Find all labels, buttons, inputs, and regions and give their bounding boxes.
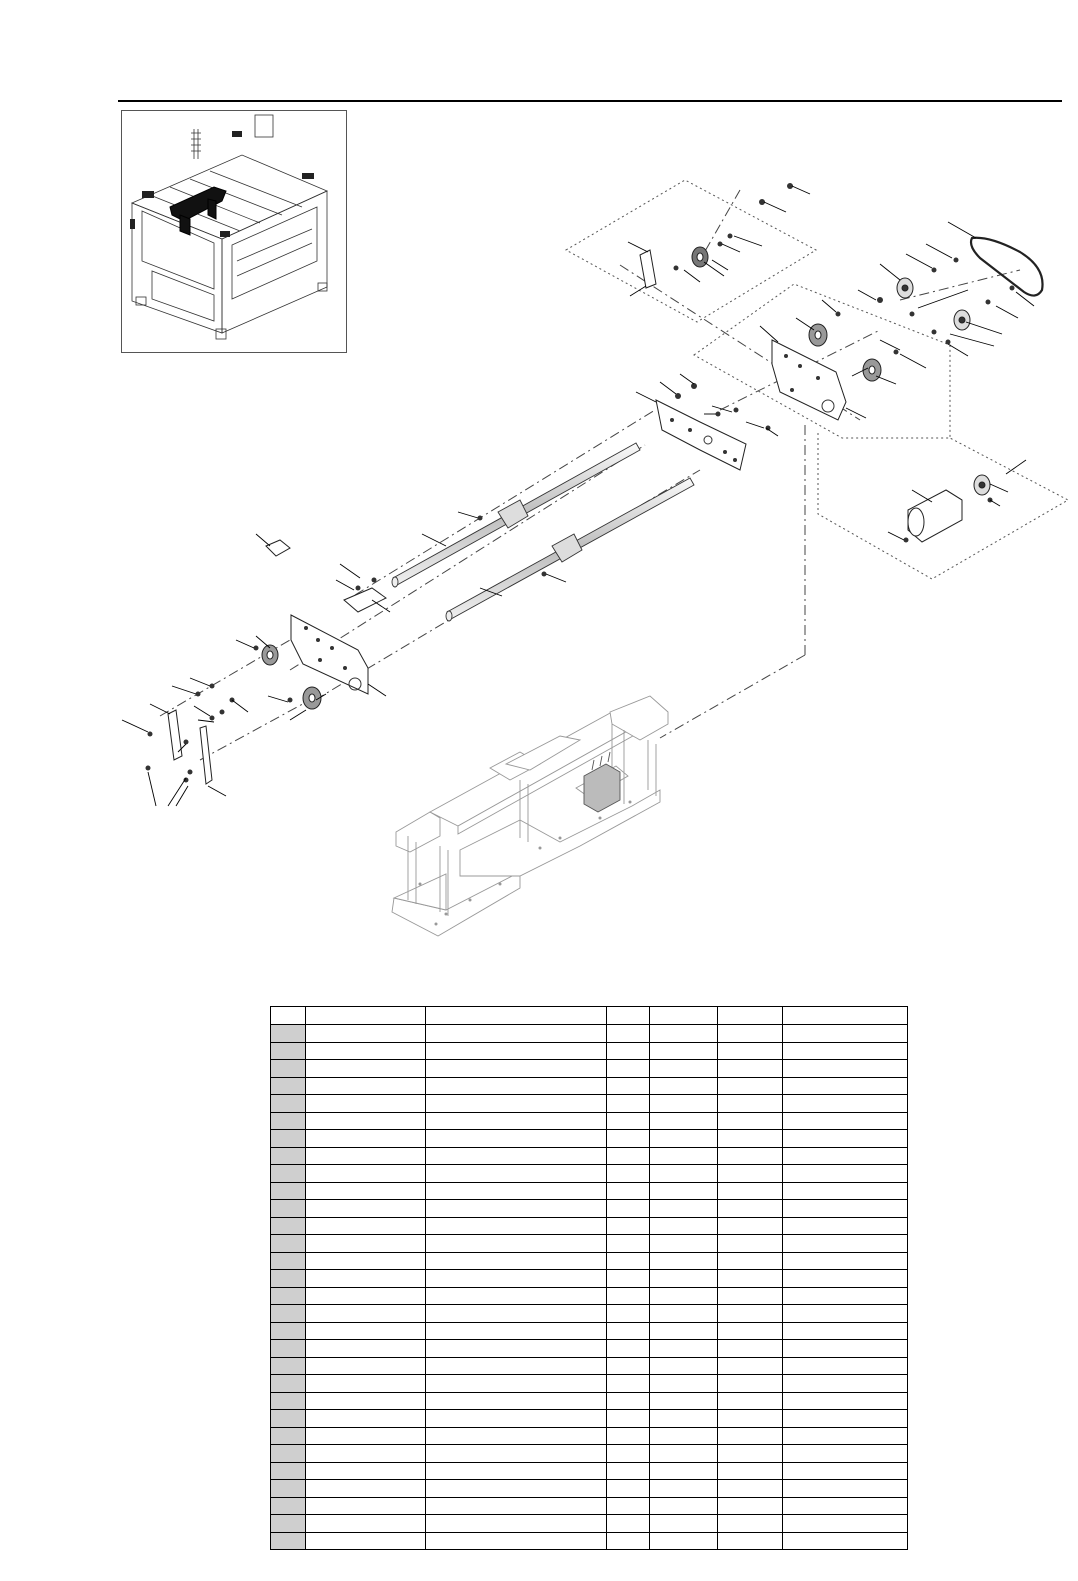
parts-table-cell: [607, 1532, 650, 1550]
parts-table-cell: [306, 1287, 426, 1305]
parts-table-cell: [607, 1322, 650, 1340]
parts-table-cell: [306, 1340, 426, 1358]
parts-table-cell: [306, 1410, 426, 1428]
parts-table-cell: [718, 1270, 783, 1288]
parts-table-cell: [271, 1322, 306, 1340]
parts-table-cell: [718, 1217, 783, 1235]
parts-table-cell: [607, 1270, 650, 1288]
parts-table-cell: [650, 1042, 718, 1060]
parts-table-cell: [271, 1217, 306, 1235]
parts-table-cell: [718, 1235, 783, 1253]
parts-table-cell: [607, 1235, 650, 1253]
parts-table-row: [271, 1042, 908, 1060]
bearings: [262, 247, 990, 709]
gantry-carriage: [584, 752, 620, 812]
parts-table-cell: [650, 1060, 718, 1078]
parts-table-cell: [650, 1200, 718, 1218]
parts-table-cell: [650, 1235, 718, 1253]
parts-table-cell: [650, 1077, 718, 1095]
parts-table-cell: [783, 1252, 908, 1270]
parts-table-cell: [271, 1427, 306, 1445]
parts-table-cell: [783, 1112, 908, 1130]
parts-table-cell: [718, 1200, 783, 1218]
parts-table-cell: [607, 1200, 650, 1218]
parts-table-row: [271, 1217, 908, 1235]
parts-table-cell: [271, 1077, 306, 1095]
parts-table-cell: [650, 1165, 718, 1183]
parts-table-cell: [271, 1340, 306, 1358]
parts-table-cell: [607, 1480, 650, 1498]
parts-table-cell: [783, 1165, 908, 1183]
parts-table-cell: [271, 1182, 306, 1200]
parts-table-cell: [718, 1095, 783, 1113]
parts-table-cell: [718, 1357, 783, 1375]
parts-table-cell: [783, 1287, 908, 1305]
parts-table-row: [271, 1077, 908, 1095]
parts-table-cell: [718, 1077, 783, 1095]
parts-table-cell: [650, 1305, 718, 1323]
parts-table-cell: [650, 1532, 718, 1550]
parts-table-row: [271, 1112, 908, 1130]
parts-list-table: [270, 1006, 908, 1550]
parts-table-row: [271, 1165, 908, 1183]
parts-table-row: [271, 1025, 908, 1043]
parts-table-cell: [783, 1042, 908, 1060]
gantry-base-assembly: [392, 696, 668, 936]
parts-table-cell: [783, 1515, 908, 1533]
parts-table-cell: [306, 1235, 426, 1253]
parts-table-cell: [426, 1165, 607, 1183]
parts-table-cell: [426, 1217, 607, 1235]
parts-table-cell: [783, 1427, 908, 1445]
parts-table-row: [271, 1200, 908, 1218]
parts-table-cell: [306, 1252, 426, 1270]
parts-table-cell: [718, 1112, 783, 1130]
parts-table-cell: [306, 1130, 426, 1148]
parts-table-cell: [607, 1497, 650, 1515]
parts-table-cell: [783, 1392, 908, 1410]
motor: [908, 490, 962, 542]
parts-table-cell: [426, 1077, 607, 1095]
parts-table-cell: [607, 1025, 650, 1043]
parts-table-row: [271, 1182, 908, 1200]
parts-table-cell: [306, 1427, 426, 1445]
parts-table-cell: [718, 1287, 783, 1305]
parts-table-cell: [306, 1480, 426, 1498]
parts-table-cell: [718, 1497, 783, 1515]
parts-table-cell: [783, 1410, 908, 1428]
parts-table-cell: [607, 1287, 650, 1305]
parts-table-cell: [426, 1095, 607, 1113]
parts-table-cell: [271, 1270, 306, 1288]
parts-table-cell: [306, 1357, 426, 1375]
parts-table-cell: [607, 1252, 650, 1270]
parts-table-cell: [783, 1305, 908, 1323]
parts-table-cell: [426, 1060, 607, 1078]
parts-table-header-cell: [607, 1007, 650, 1025]
parts-table-cell: [271, 1025, 306, 1043]
parts-table-cell: [426, 1410, 607, 1428]
parts-table-cell: [607, 1375, 650, 1393]
parts-table-cell: [426, 1025, 607, 1043]
parts-table-row: [271, 1235, 908, 1253]
parts-table-header-cell: [426, 1007, 607, 1025]
parts-table-cell: [650, 1130, 718, 1148]
parts-table-cell: [650, 1025, 718, 1043]
parts-table-cell: [271, 1375, 306, 1393]
parts-table-cell: [306, 1077, 426, 1095]
plate-holes: [304, 354, 834, 690]
parts-table-cell: [783, 1480, 908, 1498]
parts-table-cell: [718, 1042, 783, 1060]
parts-table-header-cell: [306, 1007, 426, 1025]
parts-table-cell: [306, 1182, 426, 1200]
parts-table-cell: [783, 1025, 908, 1043]
parts-table-cell: [306, 1462, 426, 1480]
parts-table-cell: [306, 1095, 426, 1113]
parts-table-cell: [718, 1445, 783, 1463]
parts-table-cell: [607, 1445, 650, 1463]
parts-table-cell: [718, 1427, 783, 1445]
parts-list-body: [271, 1007, 908, 1550]
parts-table-cell: [718, 1392, 783, 1410]
parts-table-row: [271, 1515, 908, 1533]
parts-table-cell: [783, 1340, 908, 1358]
parts-table-cell: [718, 1130, 783, 1148]
parts-table-cell: [426, 1497, 607, 1515]
parts-table-cell: [607, 1182, 650, 1200]
end-plates: [291, 340, 846, 694]
parts-table-row: [271, 1340, 908, 1358]
parts-table-cell: [271, 1515, 306, 1533]
parts-table-row: [271, 1497, 908, 1515]
parts-table-cell: [650, 1497, 718, 1515]
parts-table-cell: [306, 1042, 426, 1060]
parts-table-header-cell: [271, 1007, 306, 1025]
parts-table-cell: [426, 1235, 607, 1253]
parts-table-cell: [607, 1392, 650, 1410]
parts-table-cell: [426, 1357, 607, 1375]
parts-table-cell: [271, 1042, 306, 1060]
parts-table-cell: [650, 1287, 718, 1305]
parts-table-row: [271, 1287, 908, 1305]
parts-table-cell: [426, 1200, 607, 1218]
parts-table-cell: [718, 1375, 783, 1393]
parts-table-cell: [783, 1270, 908, 1288]
parts-table-row: [271, 1427, 908, 1445]
parts-table-cell: [607, 1217, 650, 1235]
parts-table-cell: [607, 1042, 650, 1060]
parts-table-cell: [426, 1532, 607, 1550]
parts-table-cell: [650, 1217, 718, 1235]
parts-table-cell: [783, 1060, 908, 1078]
parts-table-row: [271, 1392, 908, 1410]
parts-table-cell: [607, 1357, 650, 1375]
parts-table-cell: [650, 1410, 718, 1428]
parts-table-cell: [271, 1060, 306, 1078]
parts-table-cell: [783, 1147, 908, 1165]
parts-table-cell: [650, 1427, 718, 1445]
parts-table-cell: [783, 1375, 908, 1393]
parts-table-cell: [783, 1497, 908, 1515]
parts-table-cell: [650, 1095, 718, 1113]
parts-table-cell: [783, 1130, 908, 1148]
parts-table-cell: [718, 1532, 783, 1550]
parts-table-header-cell: [650, 1007, 718, 1025]
parts-table-header-cell: [718, 1007, 783, 1025]
parts-table-cell: [650, 1182, 718, 1200]
parts-table-row: [271, 1357, 908, 1375]
parts-table-cell: [650, 1375, 718, 1393]
parts-table-cell: [426, 1375, 607, 1393]
parts-table-cell: [271, 1392, 306, 1410]
parts-table-cell: [306, 1200, 426, 1218]
parts-table-cell: [607, 1340, 650, 1358]
parts-table-cell: [426, 1515, 607, 1533]
parts-table-cell: [271, 1497, 306, 1515]
parts-table-cell: [718, 1410, 783, 1428]
parts-table-cell: [426, 1427, 607, 1445]
parts-table-cell: [607, 1095, 650, 1113]
brackets: [168, 250, 656, 784]
parts-table-cell: [306, 1497, 426, 1515]
parts-table-cell: [607, 1060, 650, 1078]
parts-table-cell: [607, 1130, 650, 1148]
parts-table-cell: [271, 1147, 306, 1165]
parts-table-cell: [783, 1322, 908, 1340]
parts-table-cell: [650, 1112, 718, 1130]
parts-table-cell: [271, 1200, 306, 1218]
parts-table-cell: [650, 1515, 718, 1533]
parts-table-cell: [306, 1392, 426, 1410]
parts-table-cell: [271, 1112, 306, 1130]
parts-table-cell: [271, 1410, 306, 1428]
parts-table-cell: [426, 1480, 607, 1498]
parts-table-row: [271, 1532, 908, 1550]
parts-table-cell: [650, 1340, 718, 1358]
parts-table-cell: [783, 1182, 908, 1200]
parts-table-cell: [271, 1445, 306, 1463]
parts-table-cell: [718, 1147, 783, 1165]
parts-table-cell: [271, 1130, 306, 1148]
parts-table-cell: [718, 1025, 783, 1043]
parts-table-cell: [426, 1445, 607, 1463]
parts-table-cell: [426, 1340, 607, 1358]
parts-table-cell: [607, 1462, 650, 1480]
parts-table-cell: [718, 1182, 783, 1200]
parts-table-cell: [607, 1305, 650, 1323]
parts-table-row: [271, 1270, 908, 1288]
parts-table-cell: [718, 1165, 783, 1183]
parts-table-cell: [607, 1077, 650, 1095]
parts-table-cell: [607, 1147, 650, 1165]
parts-table-cell: [426, 1287, 607, 1305]
parts-table-cell: [607, 1112, 650, 1130]
parts-table-cell: [271, 1480, 306, 1498]
parts-table-cell: [783, 1200, 908, 1218]
parts-table-cell: [783, 1095, 908, 1113]
parts-table-row: [271, 1445, 908, 1463]
parts-table-cell: [271, 1235, 306, 1253]
parts-table-cell: [306, 1025, 426, 1043]
parts-table-cell: [306, 1270, 426, 1288]
parts-table-cell: [783, 1532, 908, 1550]
parts-table-row: [271, 1095, 908, 1113]
parts-table-cell: [718, 1515, 783, 1533]
parts-table-cell: [271, 1165, 306, 1183]
parts-table-cell: [426, 1042, 607, 1060]
parts-table-cell: [426, 1147, 607, 1165]
parts-table-cell: [306, 1165, 426, 1183]
parts-table-cell: [650, 1357, 718, 1375]
parts-table-cell: [650, 1462, 718, 1480]
parts-table-row: [271, 1130, 908, 1148]
parts-table-cell: [783, 1235, 908, 1253]
parts-table-cell: [650, 1445, 718, 1463]
parts-table-cell: [426, 1112, 607, 1130]
parts-table-cell: [783, 1462, 908, 1480]
parts-table-cell: [426, 1322, 607, 1340]
parts-table-cell: [306, 1147, 426, 1165]
timing-belt: [971, 238, 1043, 296]
parts-table-cell: [271, 1095, 306, 1113]
parts-table-cell: [426, 1182, 607, 1200]
parts-table-cell: [783, 1077, 908, 1095]
parts-table-row: [271, 1480, 908, 1498]
parts-table-cell: [718, 1305, 783, 1323]
parts-table-cell: [271, 1357, 306, 1375]
parts-table-cell: [426, 1252, 607, 1270]
parts-table-cell: [271, 1462, 306, 1480]
parts-table-cell: [650, 1147, 718, 1165]
ball-screws: [392, 443, 694, 621]
parts-table-cell: [271, 1532, 306, 1550]
parts-table-cell: [650, 1322, 718, 1340]
parts-table-row: [271, 1252, 908, 1270]
parts-table-cell: [426, 1130, 607, 1148]
parts-table-cell: [718, 1322, 783, 1340]
parts-table-header-row: [271, 1007, 908, 1025]
parts-table-cell: [650, 1480, 718, 1498]
leader-lines: [122, 186, 1034, 806]
parts-table-cell: [306, 1060, 426, 1078]
parts-table-cell: [306, 1532, 426, 1550]
parts-table-cell: [426, 1305, 607, 1323]
parts-table-cell: [607, 1427, 650, 1445]
parts-table-cell: [783, 1357, 908, 1375]
parts-table-cell: [306, 1322, 426, 1340]
parts-table-cell: [718, 1462, 783, 1480]
parts-table-header-cell: [783, 1007, 908, 1025]
parts-table-cell: [607, 1515, 650, 1533]
parts-table-row: [271, 1305, 908, 1323]
parts-table-row: [271, 1147, 908, 1165]
parts-table-cell: [306, 1305, 426, 1323]
parts-table-cell: [718, 1480, 783, 1498]
parts-table-row: [271, 1375, 908, 1393]
parts-table-cell: [718, 1340, 783, 1358]
parts-table-cell: [718, 1060, 783, 1078]
parts-table-row: [271, 1462, 908, 1480]
parts-table-cell: [607, 1410, 650, 1428]
parts-table-cell: [718, 1252, 783, 1270]
parts-table-row: [271, 1410, 908, 1428]
parts-table-cell: [306, 1112, 426, 1130]
parts-table-cell: [271, 1305, 306, 1323]
parts-table-cell: [306, 1375, 426, 1393]
parts-table-row: [271, 1322, 908, 1340]
parts-table-cell: [271, 1287, 306, 1305]
parts-table-cell: [306, 1515, 426, 1533]
parts-table-cell: [650, 1392, 718, 1410]
parts-table-cell: [426, 1270, 607, 1288]
parts-table-cell: [783, 1445, 908, 1463]
parts-table-cell: [426, 1392, 607, 1410]
parts-table-cell: [306, 1445, 426, 1463]
parts-table-cell: [650, 1252, 718, 1270]
parts-table-cell: [650, 1270, 718, 1288]
parts-table-cell: [306, 1217, 426, 1235]
parts-table-cell: [607, 1165, 650, 1183]
parts-table-cell: [426, 1462, 607, 1480]
parts-table-row: [271, 1060, 908, 1078]
parts-table-cell: [783, 1217, 908, 1235]
parts-table-cell: [271, 1252, 306, 1270]
